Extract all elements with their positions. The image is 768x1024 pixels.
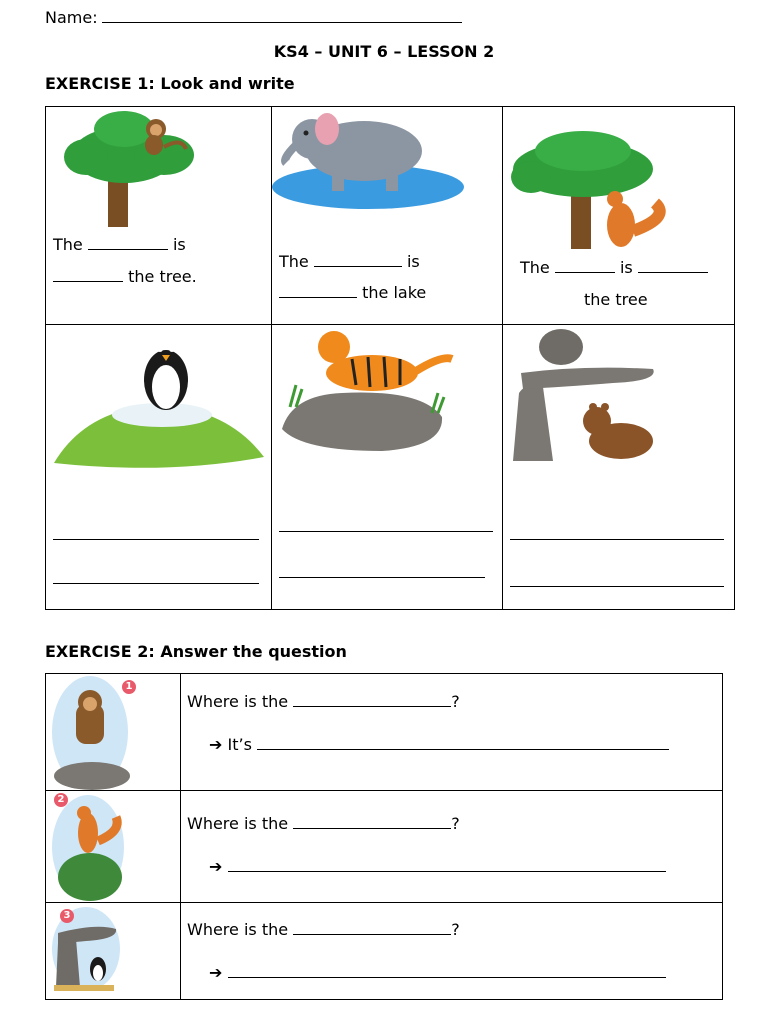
exercise1-cell-elephant: [272, 107, 503, 325]
name-label: Name:: [45, 8, 98, 27]
name-blank-line[interactable]: [102, 8, 462, 23]
cell3-line1: The is: [520, 258, 708, 277]
blank-animal[interactable]: [555, 260, 615, 273]
exercise2-picture-cell-2: [46, 791, 181, 903]
answer-1: ➔ It’s: [209, 735, 669, 754]
question-2: Where is the ?: [187, 814, 460, 833]
exercise1-cell-tiger: [272, 325, 503, 610]
answer-blank-line[interactable]: [228, 965, 666, 978]
cell3-line2: the tree: [584, 290, 648, 309]
cell2-line1: The is: [279, 252, 420, 271]
blank-animal[interactable]: [314, 254, 402, 267]
exercise2-picture-cell-1: [46, 674, 181, 791]
page-title: KS4 – UNIT 6 – LESSON 2: [273, 42, 495, 61]
blank-preposition[interactable]: [279, 285, 357, 298]
question-1: Where is the ?: [187, 692, 460, 711]
question-number-badge: 2: [54, 793, 68, 807]
monkey-on-rock-picture: [46, 674, 180, 791]
blank-preposition[interactable]: [53, 269, 123, 282]
squirrel-on-hill-picture: [46, 791, 180, 903]
answer-line-2[interactable]: [279, 577, 485, 578]
cell1-line2: the tree.: [53, 267, 197, 286]
exercise1-grid: [45, 106, 735, 610]
blank-animal[interactable]: [293, 694, 451, 707]
arrow-right-icon: ➔: [209, 963, 223, 982]
exercise1-cell-penguin: [46, 325, 272, 610]
blank-preposition[interactable]: [638, 260, 708, 273]
answer-line-2[interactable]: [53, 583, 259, 584]
bear-under-rock-picture: [503, 325, 734, 610]
question-number-badge: 1: [122, 680, 136, 694]
answer-2: [209, 857, 666, 876]
exercise1-cell-squirrel: [503, 107, 735, 325]
exercise2-picture-cell-3: [46, 903, 181, 1000]
exercise1-cell-monkey: [46, 107, 272, 325]
question-3: Where is the ?: [187, 920, 460, 939]
blank-animal[interactable]: [293, 922, 451, 935]
blank-animal[interactable]: [293, 816, 451, 829]
exercise1-heading: EXERCISE 1: Look and write: [45, 74, 295, 93]
question-number-badge: 3: [60, 909, 74, 923]
answer-line-1[interactable]: [53, 539, 259, 540]
exercise2-question-cell-1: [181, 674, 723, 791]
cell1-line1: The is: [53, 235, 186, 254]
name-field-row: [45, 8, 462, 27]
answer-line-2[interactable]: [510, 586, 724, 587]
exercise2-question-cell-2: [181, 791, 723, 903]
exercise1-cell-bear: [503, 325, 735, 610]
arrow-right-icon: ➔: [209, 735, 223, 754]
penguin-on-hill-picture: [46, 325, 271, 610]
exercise2-table: [45, 673, 723, 1000]
answer-line-1[interactable]: [510, 539, 724, 540]
blank-animal[interactable]: [88, 237, 168, 250]
answer-blank-line[interactable]: [228, 859, 666, 872]
cell2-line2: the lake: [279, 283, 426, 302]
answer-line-1[interactable]: [279, 531, 493, 532]
tiger-on-rock-picture: [272, 325, 502, 610]
exercise2-heading: EXERCISE 2: Answer the question: [45, 642, 347, 661]
answer-3: [209, 963, 666, 982]
exercise2-question-cell-3: [181, 903, 723, 1000]
arrow-right-icon: ➔: [209, 857, 223, 876]
answer-blank-line[interactable]: [257, 737, 669, 750]
monkey-in-tree-picture: [46, 107, 271, 325]
